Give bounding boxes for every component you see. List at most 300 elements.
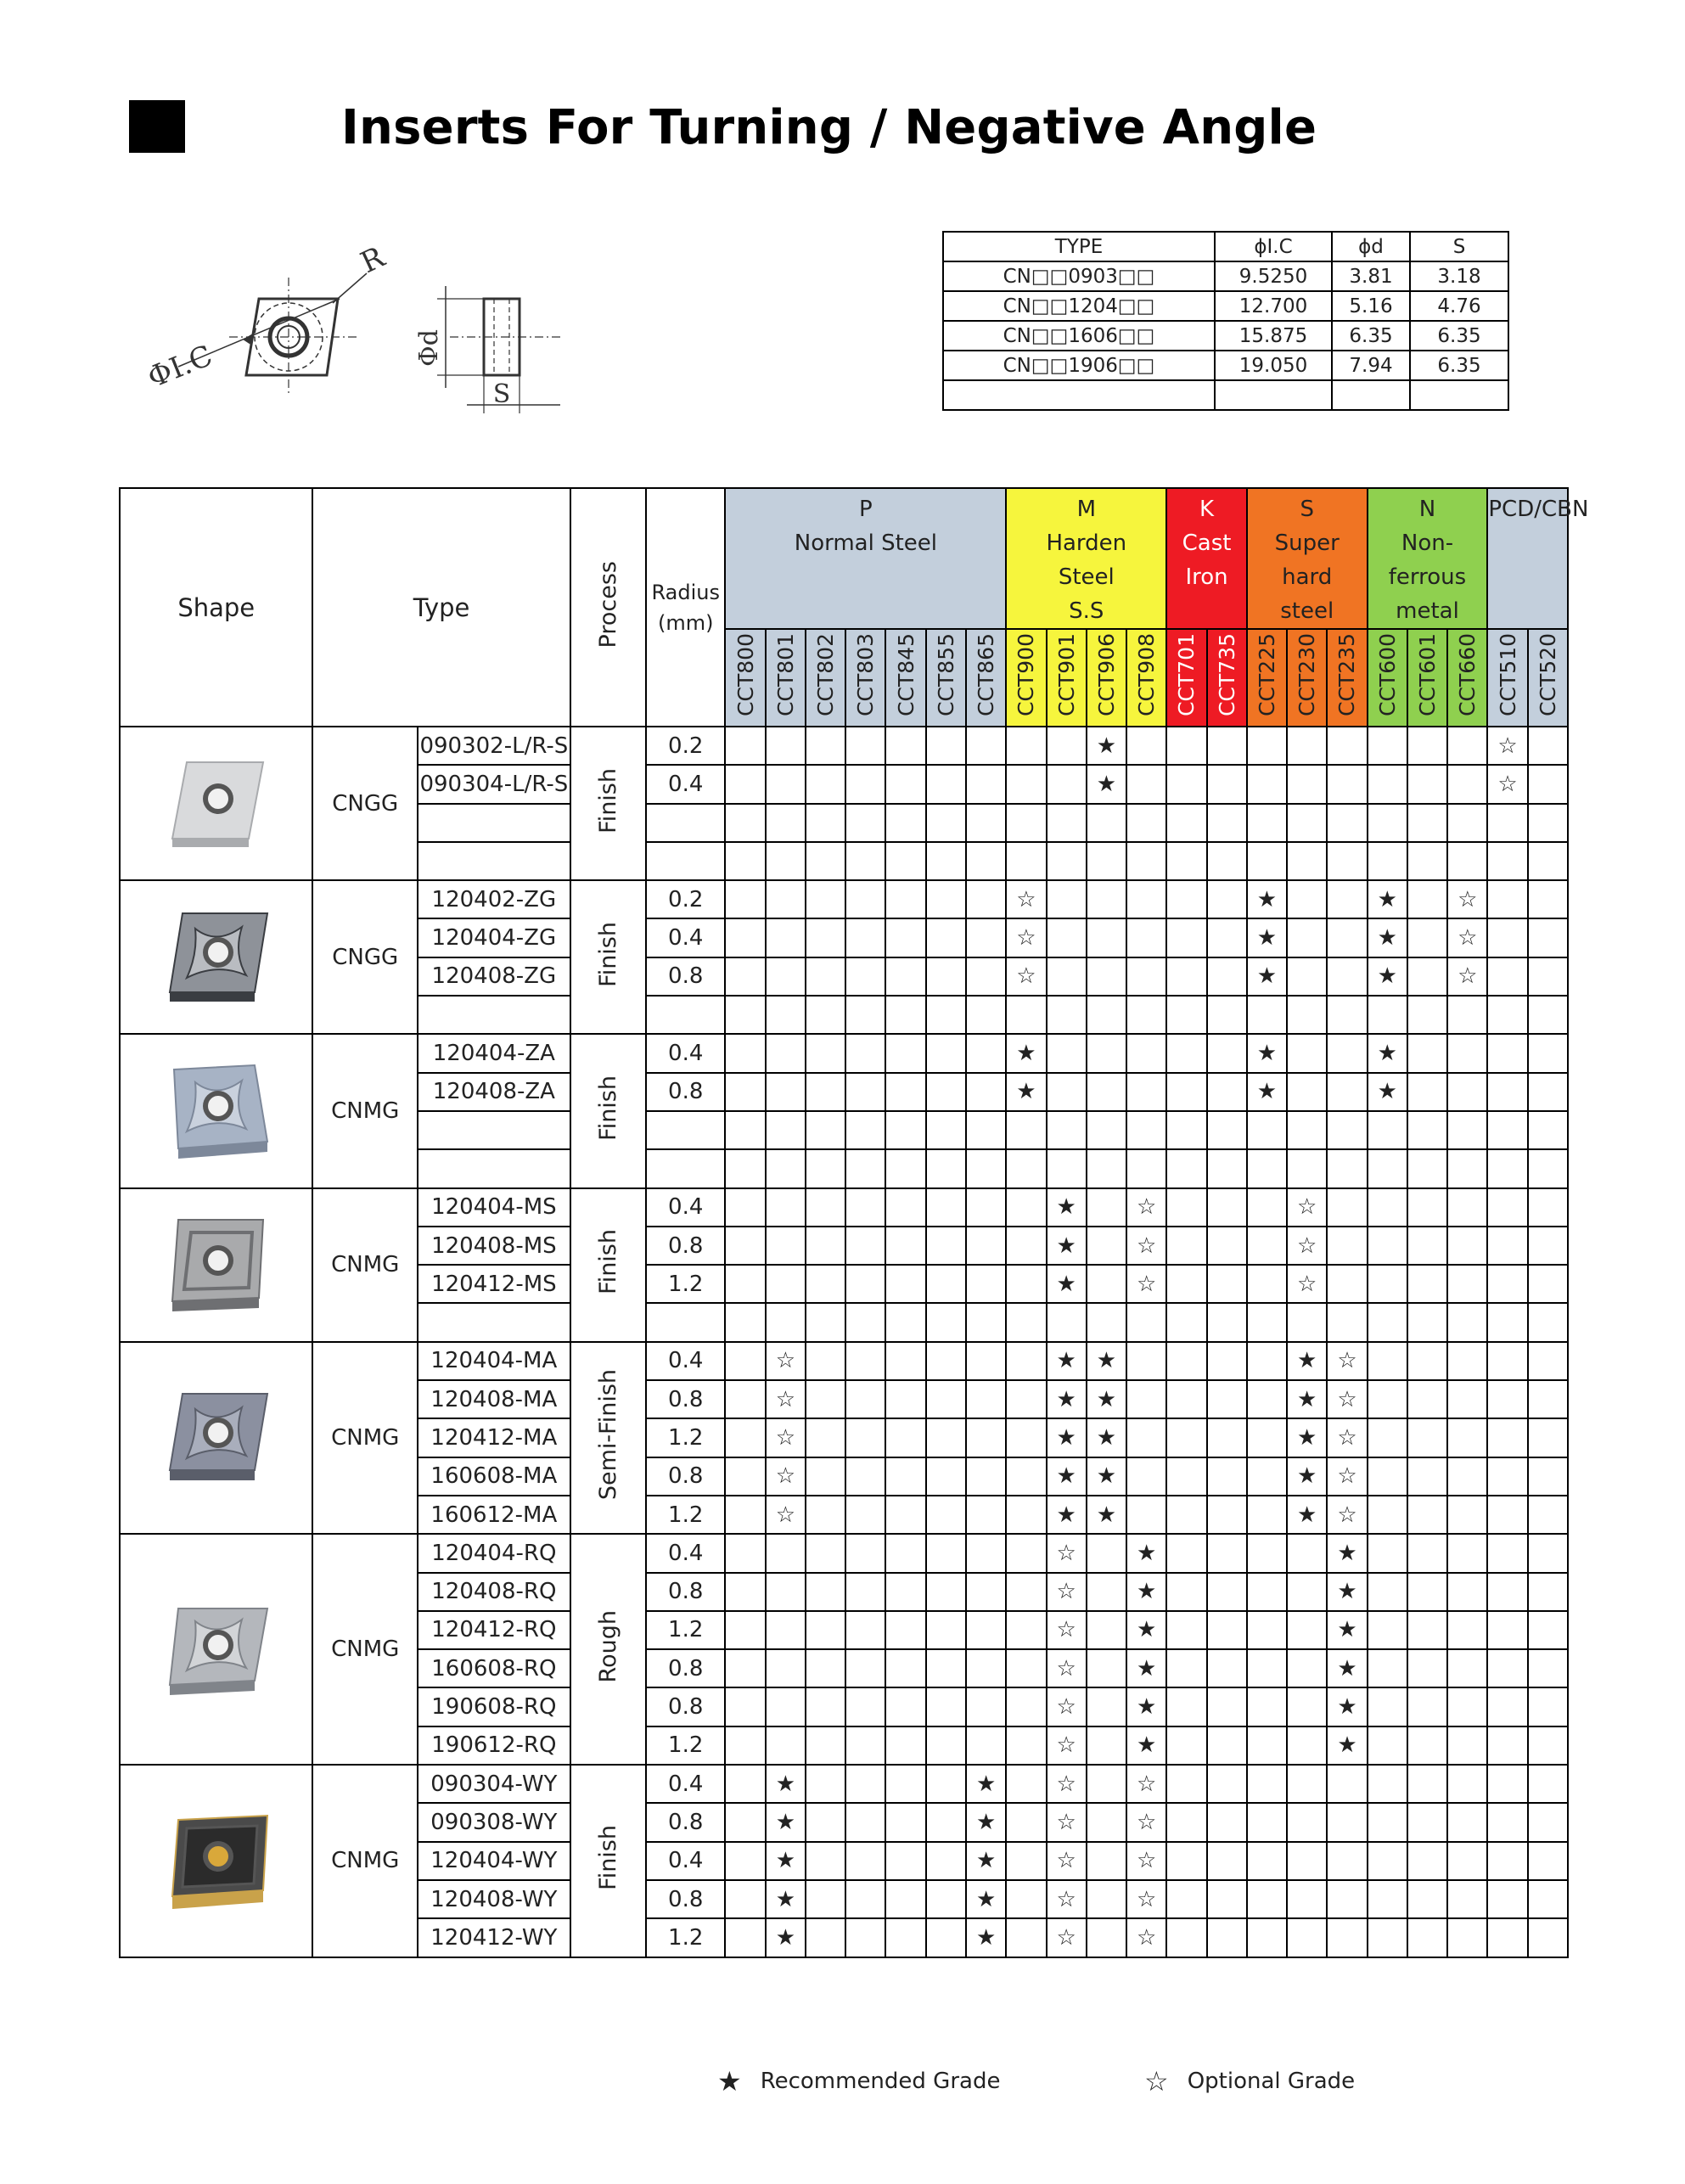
grade-cell bbox=[845, 1227, 885, 1265]
process-label: Finish bbox=[594, 767, 621, 834]
grade-cell bbox=[806, 765, 845, 803]
grade-cell bbox=[926, 1880, 966, 1918]
grade-cell bbox=[1126, 996, 1166, 1034]
grade-cell bbox=[1327, 1918, 1367, 1957]
radius-cell: 0.2 bbox=[646, 880, 725, 918]
grade-cell bbox=[1207, 1611, 1247, 1649]
grade-cell bbox=[1487, 957, 1527, 996]
grade-cell bbox=[1368, 1227, 1407, 1265]
process-cell bbox=[570, 1034, 646, 1187]
grade-cell bbox=[1368, 1880, 1407, 1918]
optional-star-icon: ☆ bbox=[1487, 765, 1527, 803]
grade-cell bbox=[1247, 1265, 1287, 1303]
grade-cell bbox=[1166, 1227, 1206, 1265]
grade-cell bbox=[1006, 1842, 1046, 1880]
grade-cell bbox=[845, 1380, 885, 1418]
grade-cell bbox=[1487, 1534, 1527, 1572]
grade-label: CCT601 bbox=[1414, 633, 1440, 716]
grade-cell bbox=[806, 996, 845, 1034]
process-label: Finish bbox=[594, 1075, 621, 1141]
grade-cell bbox=[1287, 880, 1327, 918]
grade-cell bbox=[1247, 1418, 1287, 1457]
grade-label: CCT801 bbox=[772, 633, 798, 716]
grade-cell bbox=[845, 1649, 885, 1687]
grade-cell bbox=[1087, 1765, 1126, 1803]
grade-cell bbox=[1287, 1726, 1327, 1765]
grade-cell bbox=[845, 1534, 885, 1572]
table-row bbox=[120, 880, 1568, 918]
recommended-star-icon: ★ bbox=[1287, 1496, 1327, 1534]
grade-cell bbox=[845, 1303, 885, 1341]
spec-cell: 15.875 bbox=[1215, 321, 1332, 351]
optional-star-icon: ☆ bbox=[1006, 957, 1046, 996]
grade-cell bbox=[885, 1842, 925, 1880]
grade-cell bbox=[1528, 765, 1568, 803]
grade-cell bbox=[1287, 1303, 1327, 1341]
grade-cell bbox=[966, 1457, 1006, 1496]
recommended-star-icon: ★ bbox=[1087, 1418, 1126, 1457]
grade-cell bbox=[845, 842, 885, 880]
spec-cell bbox=[1215, 380, 1332, 410]
grade-cell bbox=[1166, 880, 1206, 918]
recommended-star-icon: ★ bbox=[966, 1803, 1006, 1841]
grade-cell bbox=[1447, 1611, 1487, 1649]
grade-cell bbox=[1166, 1726, 1206, 1765]
optional-star-icon: ☆ bbox=[1287, 1188, 1327, 1227]
grade-cell bbox=[1006, 765, 1046, 803]
grade-cell bbox=[1487, 1803, 1527, 1841]
grade-table bbox=[119, 487, 1589, 1958]
grade-cell bbox=[1166, 1918, 1206, 1957]
grade-cell bbox=[1327, 1149, 1367, 1187]
grade-cell bbox=[1207, 1457, 1247, 1496]
optional-star-icon: ☆ bbox=[1327, 1418, 1367, 1457]
grade-cell bbox=[845, 1188, 885, 1227]
grade-cell bbox=[1287, 918, 1327, 957]
grade-cell bbox=[1006, 1342, 1046, 1380]
grade-cell bbox=[725, 1418, 765, 1457]
grade-cell bbox=[766, 1573, 806, 1611]
grade-cell bbox=[1087, 1111, 1126, 1149]
grade-cell bbox=[1207, 1573, 1247, 1611]
code-cell: 120408-WY bbox=[418, 1880, 570, 1918]
grade-cell bbox=[725, 1649, 765, 1687]
group-label: N Non- ferrous metal bbox=[1388, 497, 1467, 624]
grade-cell bbox=[1407, 1111, 1447, 1149]
grade-cell bbox=[1528, 1573, 1568, 1611]
code-cell: 120404-RQ bbox=[418, 1534, 570, 1572]
grade-cell bbox=[1407, 1573, 1447, 1611]
grade-cell bbox=[1407, 1457, 1447, 1496]
grade-cell bbox=[1166, 1149, 1206, 1187]
grade-cell bbox=[885, 1418, 925, 1457]
grade-cell bbox=[1287, 1649, 1327, 1687]
grade-cell bbox=[1327, 804, 1367, 842]
grade-cell bbox=[926, 1534, 966, 1572]
grade-cell bbox=[806, 1303, 845, 1341]
grade-cell bbox=[1327, 957, 1367, 996]
grade-cell bbox=[1087, 1649, 1126, 1687]
grade-cell bbox=[845, 918, 885, 957]
grade-cell bbox=[806, 880, 845, 918]
grade-cell bbox=[1207, 1842, 1247, 1880]
grade-cell bbox=[1247, 1573, 1287, 1611]
optional-star-icon: ☆ bbox=[1327, 1457, 1367, 1496]
grade-cell bbox=[1447, 1649, 1487, 1687]
grade-cell bbox=[1247, 1496, 1287, 1534]
grade-cell bbox=[1407, 1418, 1447, 1457]
grade-cell bbox=[1327, 1765, 1367, 1803]
grade-cell bbox=[885, 1265, 925, 1303]
grade-cell bbox=[806, 804, 845, 842]
radius-cell: 0.4 bbox=[646, 1342, 725, 1380]
recommended-star-icon: ★ bbox=[1287, 1457, 1327, 1496]
grade-cell bbox=[1247, 1880, 1287, 1918]
grade-cell bbox=[966, 1649, 1006, 1687]
grade-cell bbox=[1368, 1649, 1407, 1687]
code-cell: 120408-ZA bbox=[418, 1073, 570, 1111]
radius-cell: 1.2 bbox=[646, 1496, 725, 1534]
grade-cell bbox=[1247, 1457, 1287, 1496]
grade-cell bbox=[1487, 880, 1527, 918]
grade-cell bbox=[1166, 1765, 1206, 1803]
grade-cell bbox=[1407, 1687, 1447, 1726]
optional-star-icon: ☆ bbox=[1047, 1803, 1087, 1841]
grade-cell bbox=[1487, 1880, 1527, 1918]
grade-label: CCT855 bbox=[933, 633, 958, 716]
grade-cell bbox=[1528, 1457, 1568, 1496]
grade-cell bbox=[1368, 996, 1407, 1034]
grade-cell bbox=[1447, 1457, 1487, 1496]
grade-cell bbox=[1126, 727, 1166, 765]
grade-cell bbox=[966, 842, 1006, 880]
grade-cell bbox=[926, 1803, 966, 1841]
recommended-star-icon: ★ bbox=[1368, 1073, 1407, 1111]
grade-cell bbox=[845, 1149, 885, 1187]
grade-cell bbox=[1087, 1573, 1126, 1611]
grade-cell bbox=[1047, 957, 1087, 996]
grade-cell bbox=[926, 727, 966, 765]
recommended-star-icon: ★ bbox=[1247, 880, 1287, 918]
grade-cell bbox=[926, 996, 966, 1034]
grade-cell bbox=[1006, 996, 1046, 1034]
grade-header-cct660 bbox=[1447, 629, 1487, 727]
grade-cell bbox=[1247, 1687, 1287, 1726]
grade-cell bbox=[1368, 1803, 1407, 1841]
recommended-star-icon: ★ bbox=[766, 1765, 806, 1803]
header-radius-label: Radius (mm) bbox=[651, 580, 720, 635]
grade-cell bbox=[1247, 1188, 1287, 1227]
grade-cell bbox=[1528, 1342, 1568, 1380]
grade-header-cct225 bbox=[1247, 629, 1287, 727]
grade-cell bbox=[1447, 842, 1487, 880]
grade-cell bbox=[885, 1880, 925, 1918]
grade-cell bbox=[806, 1380, 845, 1418]
grade-cell bbox=[806, 1765, 845, 1803]
grade-cell bbox=[1368, 1918, 1407, 1957]
grade-cell bbox=[1528, 918, 1568, 957]
grade-cell bbox=[1006, 1918, 1046, 1957]
legend-recommended bbox=[717, 2065, 1000, 2097]
group-header-s bbox=[1247, 488, 1368, 629]
grade-cell bbox=[885, 1034, 925, 1072]
process-cell bbox=[570, 1188, 646, 1342]
grade-cell bbox=[806, 1803, 845, 1841]
grade-cell bbox=[1447, 1380, 1487, 1418]
grade-cell bbox=[966, 765, 1006, 803]
optional-star-icon: ☆ bbox=[1047, 1573, 1087, 1611]
grade-cell bbox=[1327, 1303, 1367, 1341]
optional-star-icon: ☆ bbox=[1047, 1649, 1087, 1687]
radius-cell bbox=[646, 1111, 725, 1149]
grade-cell bbox=[1166, 1803, 1206, 1841]
grade-cell bbox=[1447, 765, 1487, 803]
recommended-star-icon: ★ bbox=[966, 1880, 1006, 1918]
grade-cell bbox=[926, 1111, 966, 1149]
recommended-star-icon: ★ bbox=[1047, 1380, 1087, 1418]
optional-star-icon: ☆ bbox=[766, 1457, 806, 1496]
grade-cell bbox=[1047, 996, 1087, 1034]
recommended-star-icon: ★ bbox=[1368, 880, 1407, 918]
s-label: S bbox=[492, 379, 511, 409]
recommended-star-icon: ★ bbox=[1327, 1534, 1367, 1572]
grade-cell bbox=[1368, 1496, 1407, 1534]
grade-label: CCT225 bbox=[1254, 633, 1279, 716]
insert-dimension-diagram bbox=[144, 239, 577, 430]
grade-cell bbox=[926, 804, 966, 842]
recommended-star-icon: ★ bbox=[1047, 1496, 1087, 1534]
type-cell: CNGG bbox=[312, 880, 418, 1034]
grade-cell bbox=[885, 1188, 925, 1227]
grade-cell bbox=[806, 918, 845, 957]
spec-cell: CN□□1204□□ bbox=[943, 291, 1215, 321]
grade-cell bbox=[766, 1534, 806, 1572]
grade-cell bbox=[1166, 1265, 1206, 1303]
grade-cell bbox=[845, 1034, 885, 1072]
grade-cell bbox=[1447, 1303, 1487, 1341]
grade-cell bbox=[1207, 1188, 1247, 1227]
shape-image bbox=[120, 880, 312, 1034]
grade-header-cct855 bbox=[926, 629, 966, 727]
radius-cell: 0.8 bbox=[646, 1457, 725, 1496]
grade-cell bbox=[1006, 804, 1046, 842]
group-label: PCD/CBN bbox=[1488, 497, 1589, 522]
grade-cell bbox=[725, 1842, 765, 1880]
grade-cell bbox=[1327, 996, 1367, 1034]
optional-star-icon: ☆ bbox=[766, 1418, 806, 1457]
grade-cell bbox=[806, 1687, 845, 1726]
grade-cell bbox=[885, 1111, 925, 1149]
spec-cell: 19.050 bbox=[1215, 351, 1332, 380]
grade-cell bbox=[806, 1611, 845, 1649]
grade-label: CCT800 bbox=[733, 633, 758, 716]
grade-cell bbox=[806, 1457, 845, 1496]
grade-cell bbox=[1207, 1303, 1247, 1341]
grade-cell bbox=[1447, 1111, 1487, 1149]
code-cell: 120402-ZG bbox=[418, 880, 570, 918]
grade-cell bbox=[1126, 880, 1166, 918]
grade-header-cct845 bbox=[885, 629, 925, 727]
grade-cell bbox=[926, 880, 966, 918]
table-row bbox=[120, 1188, 1568, 1227]
recommended-star-icon: ★ bbox=[1047, 1418, 1087, 1457]
code-cell bbox=[418, 1303, 570, 1341]
grade-cell bbox=[1207, 1227, 1247, 1265]
grade-cell bbox=[1087, 1918, 1126, 1957]
grade-cell bbox=[1368, 1342, 1407, 1380]
grade-cell bbox=[1487, 1265, 1527, 1303]
grade-cell bbox=[1006, 1649, 1046, 1687]
grade-cell bbox=[1087, 918, 1126, 957]
grade-header-cct600 bbox=[1368, 629, 1407, 727]
grade-cell bbox=[1407, 727, 1447, 765]
grade-cell bbox=[766, 1111, 806, 1149]
grade-cell bbox=[1487, 1687, 1527, 1726]
grade-cell bbox=[725, 765, 765, 803]
grade-cell bbox=[845, 957, 885, 996]
grade-cell bbox=[1407, 1880, 1447, 1918]
grade-cell bbox=[1407, 1149, 1447, 1187]
grade-cell bbox=[1528, 1687, 1568, 1726]
grade-cell bbox=[1247, 727, 1287, 765]
code-cell bbox=[418, 842, 570, 880]
recommended-star-icon: ★ bbox=[1247, 918, 1287, 957]
grade-cell bbox=[1006, 1111, 1046, 1149]
grade-cell bbox=[1368, 1303, 1407, 1341]
grade-cell bbox=[885, 1149, 925, 1187]
optional-star-icon: ☆ bbox=[1327, 1496, 1367, 1534]
grade-cell bbox=[885, 804, 925, 842]
grade-header-cct900 bbox=[1006, 629, 1046, 727]
grade-cell bbox=[1207, 1418, 1247, 1457]
group-header-p bbox=[725, 488, 1006, 629]
grade-cell bbox=[1487, 1918, 1527, 1957]
grade-cell bbox=[1006, 1496, 1046, 1534]
grade-cell bbox=[1528, 1188, 1568, 1227]
grade-cell bbox=[1166, 996, 1206, 1034]
optional-star-icon: ☆ bbox=[766, 1496, 806, 1534]
optional-star-icon: ☆ bbox=[1287, 1265, 1327, 1303]
grade-cell bbox=[1207, 1765, 1247, 1803]
spec-header-cell: ϕd bbox=[1332, 232, 1410, 261]
recommended-star-icon: ★ bbox=[1047, 1457, 1087, 1496]
recommended-star-icon: ★ bbox=[1087, 1457, 1126, 1496]
grade-cell bbox=[1447, 1227, 1487, 1265]
grade-cell bbox=[885, 1726, 925, 1765]
grade-cell bbox=[1487, 1573, 1527, 1611]
grade-cell bbox=[926, 1303, 966, 1341]
grade-cell bbox=[885, 1649, 925, 1687]
grade-cell bbox=[1126, 1418, 1166, 1457]
grade-cell bbox=[1047, 1073, 1087, 1111]
grade-cell bbox=[1126, 804, 1166, 842]
grade-cell bbox=[1247, 765, 1287, 803]
grade-cell bbox=[1006, 1880, 1046, 1918]
grade-cell bbox=[1528, 1418, 1568, 1457]
grade-cell bbox=[845, 1342, 885, 1380]
grade-cell bbox=[1447, 1880, 1487, 1918]
grade-cell bbox=[1006, 1380, 1046, 1418]
grade-cell bbox=[1287, 1034, 1327, 1072]
grade-cell bbox=[845, 1496, 885, 1534]
grade-cell bbox=[1487, 1227, 1527, 1265]
grade-cell bbox=[1087, 1073, 1126, 1111]
spec-table bbox=[942, 231, 1509, 411]
grade-cell bbox=[845, 1418, 885, 1457]
grade-cell bbox=[1368, 842, 1407, 880]
grade-cell bbox=[966, 1687, 1006, 1726]
recommended-star-icon: ★ bbox=[1327, 1649, 1367, 1687]
grade-cell bbox=[1368, 804, 1407, 842]
radius-cell: 0.8 bbox=[646, 1227, 725, 1265]
group-label: P Normal Steel bbox=[794, 497, 938, 556]
grade-cell bbox=[885, 1073, 925, 1111]
recommended-star-icon: ★ bbox=[1126, 1534, 1166, 1572]
grade-cell bbox=[926, 765, 966, 803]
shape-image bbox=[120, 727, 312, 880]
optional-star-icon: ☆ bbox=[1047, 1611, 1087, 1649]
grade-cell bbox=[885, 1342, 925, 1380]
recommended-star-icon: ★ bbox=[1247, 1034, 1287, 1072]
grade-cell bbox=[1447, 727, 1487, 765]
grade-cell bbox=[1207, 1380, 1247, 1418]
grade-cell bbox=[1368, 1380, 1407, 1418]
grade-cell bbox=[1327, 842, 1367, 880]
grade-header-cct230 bbox=[1287, 629, 1327, 727]
grade-cell bbox=[1368, 1687, 1407, 1726]
grade-cell bbox=[1166, 804, 1206, 842]
grade-label: CCT230 bbox=[1295, 633, 1320, 716]
grade-cell bbox=[1487, 996, 1527, 1034]
group-label: S Super hard steel bbox=[1274, 497, 1340, 624]
grade-cell bbox=[926, 1342, 966, 1380]
recommended-star-icon: ★ bbox=[1126, 1611, 1166, 1649]
grade-cell bbox=[1166, 918, 1206, 957]
grade-cell bbox=[1247, 1303, 1287, 1341]
grade-cell bbox=[1006, 727, 1046, 765]
grade-cell bbox=[1487, 1303, 1527, 1341]
grade-cell bbox=[1287, 1073, 1327, 1111]
optional-star-icon: ☆ bbox=[1447, 918, 1487, 957]
process-cell bbox=[570, 1534, 646, 1765]
radius-cell: 1.2 bbox=[646, 1726, 725, 1765]
grade-cell bbox=[885, 1687, 925, 1726]
optional-star-icon: ☆ bbox=[1487, 727, 1527, 765]
grade-cell bbox=[1006, 1534, 1046, 1572]
grade-cell bbox=[926, 1265, 966, 1303]
grade-cell bbox=[725, 1726, 765, 1765]
grade-label: CCT908 bbox=[1134, 633, 1160, 716]
grade-cell bbox=[1207, 1034, 1247, 1072]
code-cell bbox=[418, 1111, 570, 1149]
radius-cell bbox=[646, 996, 725, 1034]
grade-cell bbox=[1368, 1188, 1407, 1227]
grade-cell bbox=[1368, 1111, 1407, 1149]
grade-cell bbox=[766, 1649, 806, 1687]
grade-cell bbox=[1407, 842, 1447, 880]
grade-cell bbox=[1166, 1073, 1206, 1111]
filled-star-icon: ★ bbox=[717, 2065, 742, 2097]
grade-header-cct235 bbox=[1327, 629, 1367, 727]
grade-cell bbox=[1166, 1842, 1206, 1880]
grade-cell bbox=[1087, 1803, 1126, 1841]
grade-cell bbox=[1528, 1073, 1568, 1111]
grade-cell bbox=[1487, 804, 1527, 842]
optional-star-icon: ☆ bbox=[1126, 1803, 1166, 1841]
grade-cell bbox=[1447, 1496, 1487, 1534]
grade-cell bbox=[1247, 1649, 1287, 1687]
grade-cell bbox=[1528, 1611, 1568, 1649]
